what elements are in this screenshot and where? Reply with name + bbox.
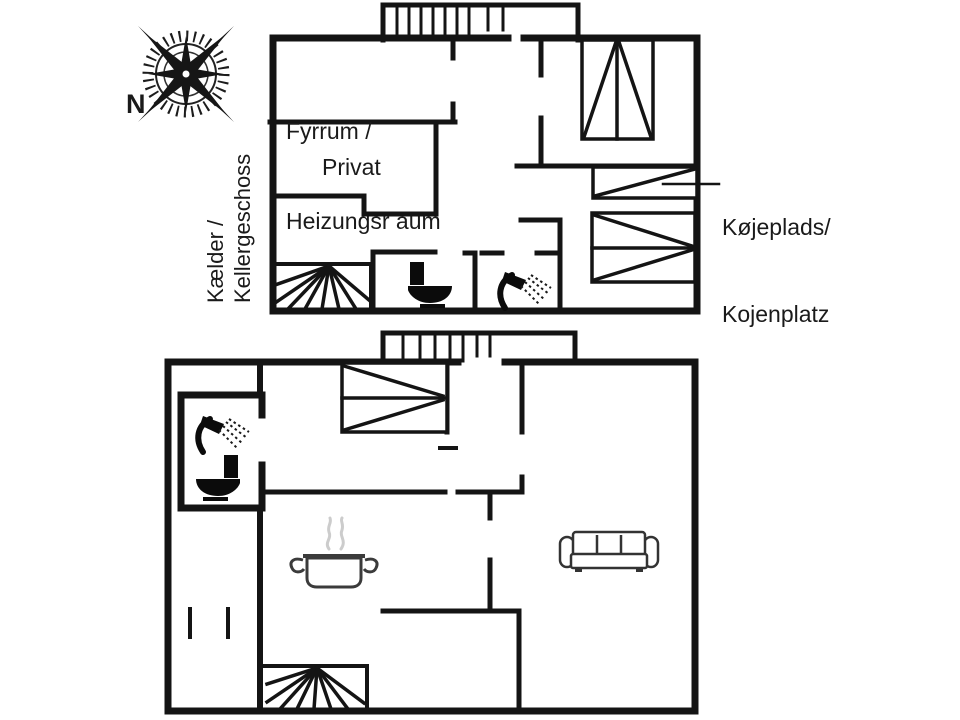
sofa-icon	[560, 532, 658, 572]
bunk-annotation-line1: Køjeplads/	[722, 214, 831, 240]
room-label-fyrrum-line1: Fyrrum /	[286, 118, 372, 144]
lower-bathroom-walls	[181, 365, 262, 708]
compass-rose-icon	[136, 24, 236, 124]
upper-shower-icon	[500, 272, 551, 308]
lower-floor-plan	[168, 333, 695, 711]
wardrobe-marks	[190, 609, 228, 637]
compass-north-label: N	[126, 89, 146, 119]
upper-single-bunk-bed	[593, 167, 697, 198]
cooking-pot-icon	[291, 518, 377, 587]
lower-toilet-icon	[196, 455, 240, 501]
floor-label-line2: Kellergeschoss	[230, 153, 255, 303]
upper-double-bed	[582, 40, 653, 139]
bunk-annotation	[722, 155, 831, 387]
floor-label-basement	[202, 127, 256, 303]
lower-entry-stairs	[383, 333, 575, 361]
room-label-privat: Privat	[322, 154, 381, 180]
lower-shower-icon	[198, 416, 249, 452]
lower-bunk-bed	[342, 363, 447, 432]
bunk-annotation-line2: Kojenplatz	[722, 301, 830, 327]
room-label-fyrrum-line2: Heizungsr aum	[286, 208, 441, 234]
upper-double-bunk-bed	[592, 213, 695, 282]
lower-winder-staircase	[265, 666, 367, 709]
floor-label-line1: Kælder /	[203, 219, 228, 303]
